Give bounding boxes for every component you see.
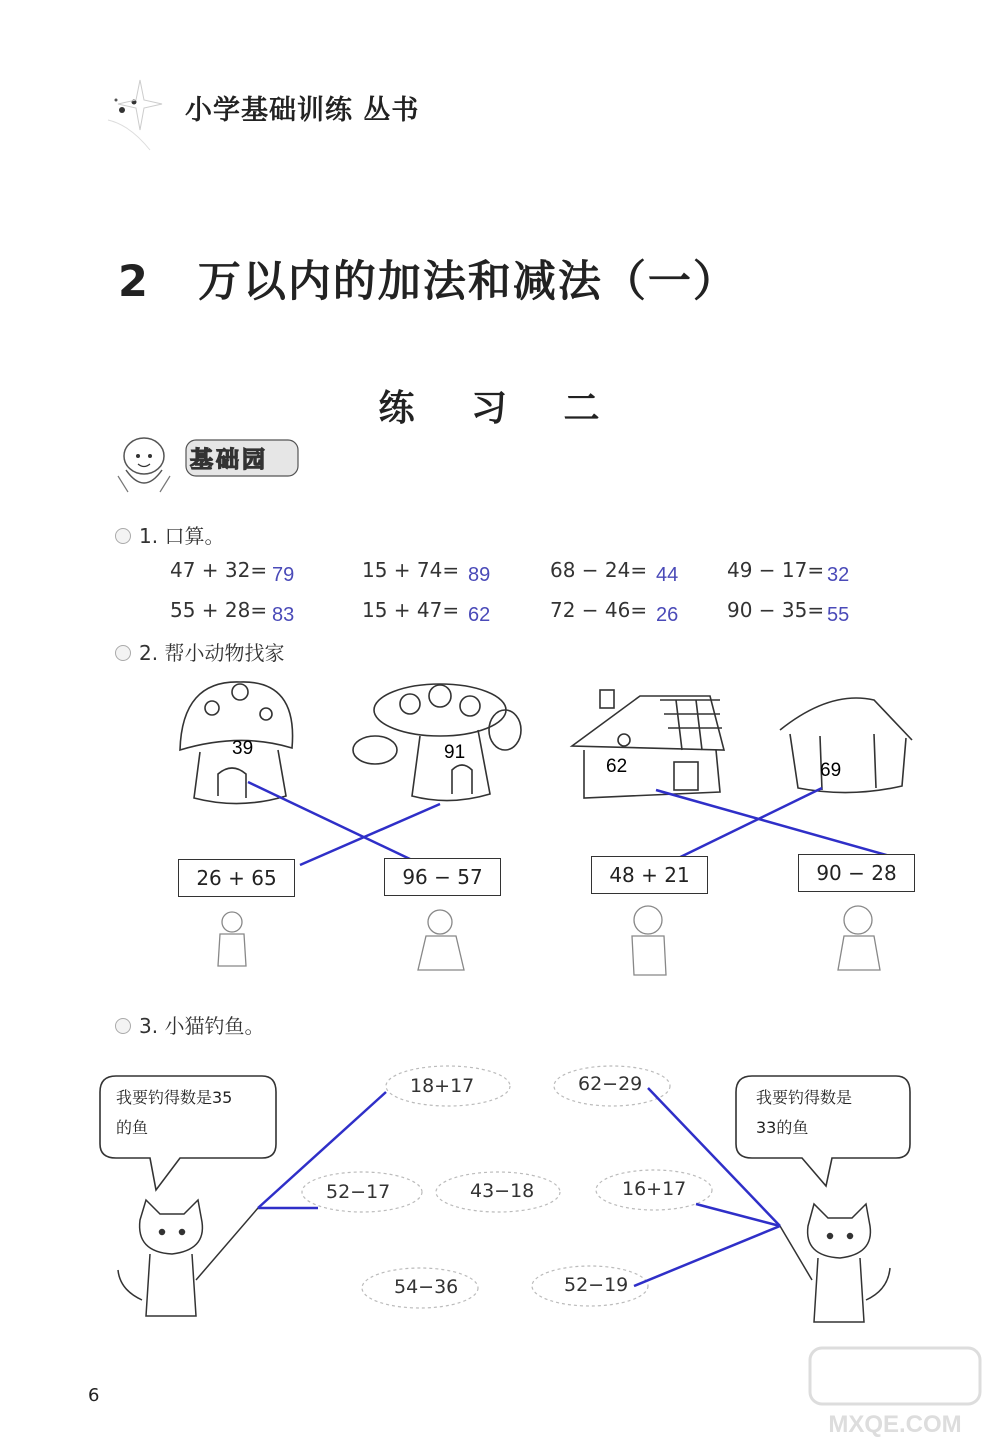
q1-answer: 55 — [827, 604, 850, 626]
house-number-1: 39 — [232, 738, 254, 759]
cat-right-icon — [780, 1204, 890, 1322]
q2-illustration — [0, 670, 1000, 990]
brick-house-icon — [572, 690, 724, 798]
expression-box-1: 26 + 65 — [178, 859, 295, 897]
fish-expression-7: 52−19 — [564, 1274, 629, 1296]
sparkle-decoration — [100, 70, 180, 160]
question-bullet-icon — [115, 528, 131, 544]
cat-left-icon — [118, 1200, 258, 1316]
chapter-title: 万以内的加法和减法（一） — [197, 257, 738, 307]
chapter-heading — [118, 248, 738, 309]
expression-box-3: 48 + 21 — [591, 856, 708, 894]
series-title: 小学基础训练 丛书 — [185, 95, 420, 126]
watermark-logo — [800, 1340, 990, 1440]
exercise-title: 练 习 二 — [378, 387, 622, 429]
q1-answer: 26 — [656, 604, 679, 626]
q1-expression: 90 − 35= — [727, 598, 825, 622]
q1-expression: 47 + 32= — [170, 558, 268, 582]
question-bullet-icon — [115, 1018, 131, 1034]
house-number-2: 91 — [444, 742, 466, 763]
fish-expression-5: 16+17 — [622, 1178, 687, 1200]
page-number: 6 — [88, 1385, 100, 1406]
q1-answer: 32 — [827, 564, 850, 586]
section-badge-label: 基础园 — [190, 447, 268, 473]
fish-expression-3: 52−17 — [326, 1181, 391, 1203]
animal-icon — [218, 906, 880, 975]
q1-answer: 79 — [272, 564, 295, 586]
q1-expression: 72 − 46= — [550, 598, 648, 622]
expression-box-2: 96 − 57 — [384, 858, 501, 896]
q1-expression: 68 − 24= — [550, 558, 648, 582]
q1-expression: 55 + 28= — [170, 598, 268, 622]
q1-answer: 44 — [656, 564, 679, 586]
q1-expression: 15 + 74= — [362, 558, 460, 582]
q1-label: 1. 口算。 — [115, 520, 224, 549]
fish-expression-2: 62−29 — [578, 1073, 643, 1095]
wooden-house-icon — [780, 698, 912, 793]
left-bubble-text: 我要钓得数是35 的鱼 — [116, 1088, 233, 1137]
q1-answer: 89 — [468, 564, 491, 586]
fish-expression-1: 18+17 — [410, 1075, 475, 1097]
leaf-house-icon — [353, 684, 521, 801]
svg-text:MXQE.COM: MXQE.COM — [828, 1411, 962, 1438]
fish-expression-4: 43−18 — [470, 1180, 535, 1202]
right-bubble-text: 我要钓得数是 33的鱼 — [756, 1088, 853, 1137]
q2-label: 2. 帮小动物找家 — [115, 637, 284, 666]
question-bullet-icon — [115, 645, 131, 661]
expression-box-4: 90 − 28 — [798, 854, 915, 892]
matching-lines — [248, 782, 890, 865]
fish-expression-6: 54−36 — [394, 1276, 459, 1298]
house-number-4: 69 — [820, 760, 842, 781]
q1-answer: 62 — [468, 604, 491, 626]
q1-expression: 49 − 17= — [727, 558, 825, 582]
q3-label: 3. 小猫钓鱼。 — [115, 1010, 264, 1039]
house-number-3: 62 — [606, 756, 628, 777]
q1-expression: 15 + 47= — [362, 598, 460, 622]
chapter-number: 2 — [118, 257, 150, 307]
q1-answer: 83 — [272, 604, 295, 626]
